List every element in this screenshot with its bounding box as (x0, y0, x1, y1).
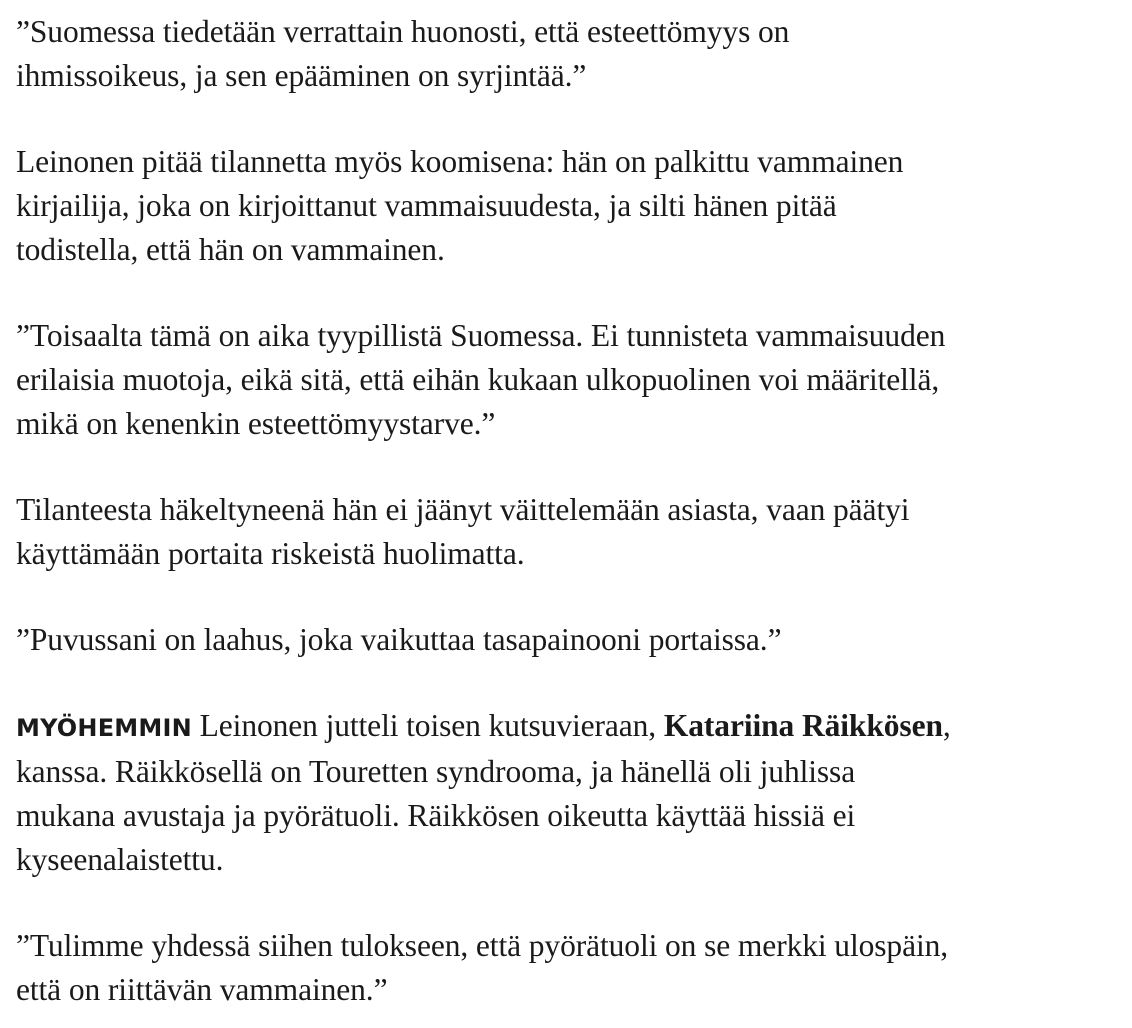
text-fragment: Leinonen jutteli toisen kutsuvieraan, (191, 708, 664, 743)
lead-word: MYÖHEMMIN (16, 714, 192, 742)
text-line: ihmissoikeus, ja sen epääminen on syrjintää.” (16, 58, 587, 93)
paragraph-quote-typical-finland (16, 314, 1126, 446)
text-line: mukana avustaja ja pyörätuoli. Räikkösen oikeutta käyttää hissiä ei (16, 798, 856, 833)
paragraph-quote-accessibility (16, 10, 1126, 98)
text-line: kyseenalaistettu. (16, 842, 224, 877)
text-line: ”Suomessa tiedetään verrattain huonosti, että esteettömyys on (16, 14, 790, 49)
paragraph-later-conversation (16, 704, 1126, 882)
person-name: Katariina Räikkösen (663, 708, 943, 743)
paragraph-used-stairs (16, 488, 1126, 576)
text-line: ”Puvussani on laahus, joka vaikuttaa tasapainooni portaissa.” (16, 622, 782, 657)
article-body (16, 10, 1126, 1012)
text-line: käyttämään portaita riskeistä huolimatta. (16, 536, 525, 571)
text-line: että on riittävän vammainen.” (16, 972, 388, 1007)
text-line: todistella, että hän on vammainen. (16, 232, 445, 267)
text-line: kirjailija, joka on kirjoittanut vammaisuudesta, ja silti hänen pitää (16, 188, 837, 223)
text-line: Tilanteesta häkeltyneenä hän ei jäänyt väittelemään asiasta, vaan päätyi (16, 492, 910, 527)
text-line: ”Tulimme yhdessä siihen tulokseen, että pyörätuoli on se merkki ulospäin, (16, 928, 949, 963)
paragraph-quote-dress-train (16, 618, 1126, 662)
paragraph-quote-wheelchair-sign (16, 924, 1126, 1012)
text-line: Leinonen pitää tilannetta myös koomisena: hän on palkittu vammainen (16, 144, 904, 179)
text-line: ”Toisaalta tämä on aika tyypillistä Suomessa. Ei tunnisteta vammaisuuden (16, 318, 946, 353)
text-fragment: , (942, 708, 951, 743)
text-line: kanssa. Räikkösellä on Touretten syndrooma, ja hänellä oli juhlissa (16, 754, 856, 789)
text-line: erilaisia muotoja, eikä sitä, että eihän kukaan ulkopuolinen voi määritellä, (16, 362, 940, 397)
text-line: mikä on kenenkin esteettömyystarve.” (16, 406, 496, 441)
paragraph-comic-situation (16, 140, 1126, 272)
